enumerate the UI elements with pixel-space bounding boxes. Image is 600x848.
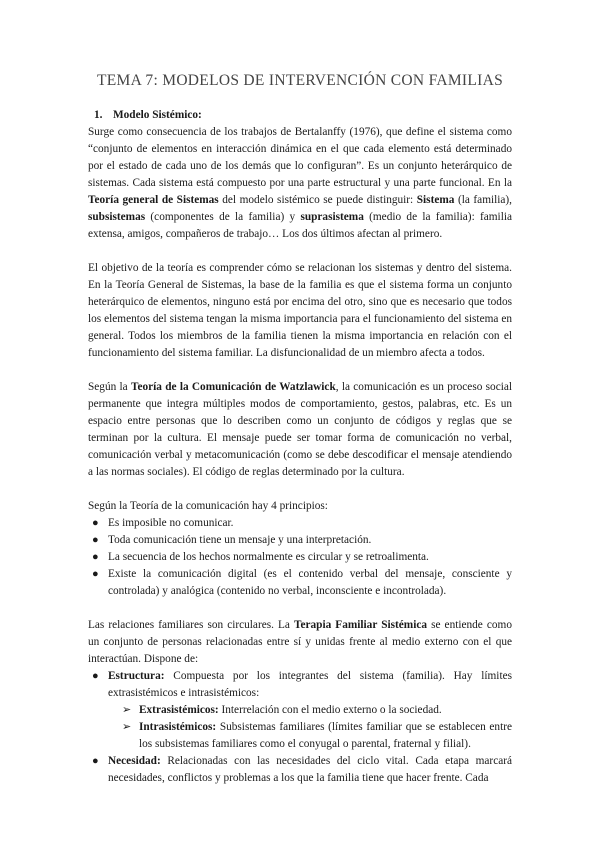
section-title: Modelo Sistémico: xyxy=(113,109,202,121)
list-item: ● La secuencia de los hechos normalmente es circular y se retroalimenta. xyxy=(88,549,512,566)
bullet-icon: ● xyxy=(92,517,99,529)
section-heading xyxy=(94,107,512,124)
bullet-icon: ● xyxy=(92,534,99,546)
list-item: ● Es imposible no comunicar. xyxy=(88,515,512,532)
sublist-item: ➢ Intrasistémicos: Subsistemas familiares (límites familiar que se establecen entre los subsistemas familiares como el conyugal o parental, fraternal y filial). xyxy=(122,721,512,750)
page-title: TEMA 7: MODELOS DE INTERVENCIÓN CON FAMILIAS xyxy=(96,72,504,89)
components-list xyxy=(88,668,512,702)
list-item: ● Toda comunicación tiene un mensaje y una interpretación. xyxy=(88,532,512,549)
paragraph-therapy: Las relaciones familiares son circulares. La Terapia Familiar Sistémica se entiende como un conjunto de personas relacionadas entre sí y unidas frente al medio externo con el que interactúan. Dispone de: xyxy=(88,619,512,665)
arrow-icon: ➢ xyxy=(122,704,132,716)
section-number: 1. xyxy=(94,109,103,121)
bullet-icon: ● xyxy=(92,568,99,580)
bullet-icon: ● xyxy=(92,755,99,767)
document-body xyxy=(88,107,512,787)
list-item-necessity: ● Necesidad: Relacionadas con las necesidades del ciclo vital. Cada etapa marcará necesidades, conflictos y problemas a los que la familia tiene que hacer frente. Cada xyxy=(92,755,512,784)
paragraph-principles-intro: Según la Teoría de la comunicación hay 4 principios: xyxy=(88,500,328,512)
paragraph-intro: Surge como consecuencia de los trabajos de Bertalanffy (1976), que define el sistema como “conjunto de elementos en interacción dinámica en el que cada elemento está determinado por el estado de cada uno de los demás que lo configuran”. Es un conjunto heterárquico de sistemas. Cada sistema está compuesto por una parte estructural y una parte funcional. En la Teoría general de Sistemas del modelo sistémico se puede distinguir: Sistema (la familia), subsistemas (componentes de la familia) y suprasistema (medio de la familia): familia extensa, amigos, compañeros de trabajo… Los dos últimos afectan al primero. xyxy=(88,126,512,240)
bullet-icon: ● xyxy=(92,551,99,563)
sublist-item: ➢ Extrasistémicos: Interrelación con el medio externo o la sociedad. xyxy=(88,702,512,719)
components-list-continued xyxy=(88,753,512,787)
list-item: ● Existe la comunicación digital (es el contenido verbal del mensaje, consciente y controlada) y analógica (contenido no verbal, inconsciente e incontrolada). xyxy=(92,568,512,597)
list-item-structure: ● Estructura: Compuesta por los integrantes del sistema (familia). Hay límites extrasistémicos e intrasistémicos: xyxy=(92,670,512,699)
paragraph-communication: Según la Teoría de la Comunicación de Watzlawick, la comunicación es un proceso social permanente que integra múltiples modos de comportamiento, gestos, palabras, etc. Es un espacio entre personas que lo describen como un conjunto de códigos y reglas que se terminan por la cultura. El mensaje puede ser tomar forma de comunicación no verbal, comunicación verbal y metacomunicación (como se debe descodificar el mensaje atendiendo a las normas sociales). El código de reglas determinado por la cultura. xyxy=(88,381,513,478)
arrow-icon: ➢ xyxy=(122,721,132,733)
bullet-icon: ● xyxy=(92,670,99,682)
paragraph-objective: El objetivo de la teoría es comprender cómo se relacionan los sistemas y dentro del sistema. En la Teoría General de Sistemas, la base de la familia es que el sistema forma un conjunto heterárquico de elementos, ninguno está por encima del otro, sino que es necesario que todos los elementos del sistema tengan la misma importancia para el funcionamiento del sistema en general. Todos los miembros de la familia tienen la misma importancia en relación con el funcionamiento del sistema familiar. La disfuncionalidad de un miembro afecta a todos. xyxy=(88,262,512,359)
limits-sublist xyxy=(88,702,512,753)
principles-list xyxy=(88,515,512,600)
